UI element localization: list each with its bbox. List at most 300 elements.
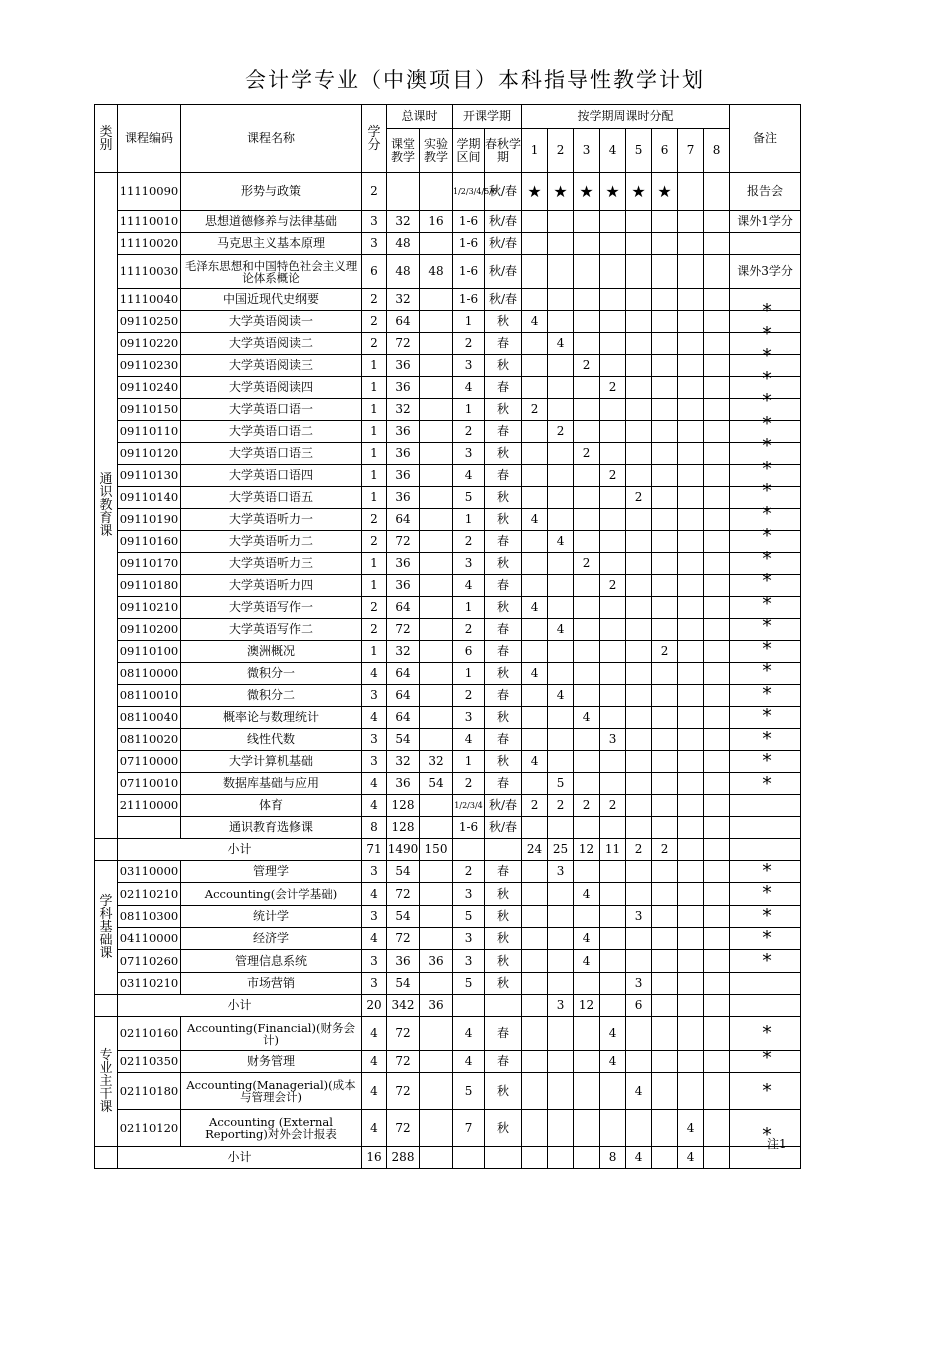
lab-hours (420, 1073, 453, 1110)
weekly-hours-sem-2 (548, 729, 574, 751)
weekly-hours-sem-8 (704, 575, 730, 597)
weekly-hours-sem-2: 2 (548, 795, 574, 817)
lab-hours (420, 597, 453, 619)
term-range: 4 (453, 377, 485, 399)
weekly-hours-sem-2 (548, 928, 574, 950)
course-row (95, 973, 801, 995)
credit: 4 (362, 1110, 387, 1147)
weekly-hours-sem-1 (522, 906, 548, 928)
weekly-hours-sem-3: 4 (574, 707, 600, 729)
course-row (95, 1073, 801, 1110)
weekly-hours-sem-4 (600, 641, 626, 663)
subtotal-sem-1 (522, 1147, 548, 1169)
weekly-hours-sem-8 (704, 509, 730, 531)
weekly-hours-sem-8 (704, 729, 730, 751)
asterisk-mark: * (762, 773, 772, 795)
weekly-hours-sem-3 (574, 487, 600, 509)
weekly-hours-sem-8 (704, 883, 730, 906)
weekly-hours-sem-2: 5 (548, 773, 574, 795)
classroom-hours: 54 (387, 973, 420, 995)
weekly-hours-sem-7 (678, 950, 704, 973)
weekly-hours-sem-3: 4 (574, 928, 600, 950)
term-range: 3 (453, 883, 485, 906)
course-name: 大学英语口语一 (181, 399, 362, 421)
weekly-hours-sem-1 (522, 729, 548, 751)
weekly-hours-sem-5 (626, 597, 652, 619)
season: 秋/春 (485, 255, 522, 289)
credit: 2 (362, 509, 387, 531)
subtotal-sem-6 (652, 995, 678, 1017)
weekly-hours-sem-4 (600, 883, 626, 906)
remark (730, 973, 801, 995)
subtotal-blank (95, 1147, 118, 1169)
weekly-hours-sem-8 (704, 795, 730, 817)
weekly-hours-sem-3: 4 (574, 950, 600, 973)
course-row (95, 355, 801, 377)
weekly-hours-sem-4: 2 (600, 795, 626, 817)
weekly-hours-sem-8 (704, 173, 730, 211)
weekly-hours-sem-3 (574, 685, 600, 707)
asterisk-mark: * (762, 413, 772, 435)
weekly-hours-sem-2 (548, 973, 574, 995)
classroom-hours: 36 (387, 950, 420, 973)
weekly-hours-sem-8 (704, 531, 730, 553)
course-name: 经济学 (181, 928, 362, 950)
subtotal-blank (95, 839, 118, 861)
weekly-hours-sem-1 (522, 950, 548, 973)
weekly-hours-sem-3: 2 (574, 355, 600, 377)
weekly-hours-sem-4: 3 (600, 729, 626, 751)
subtotal-row (95, 839, 801, 861)
credit: 2 (362, 289, 387, 311)
weekly-hours-sem-7 (678, 531, 704, 553)
weekly-hours-sem-1: 2 (522, 399, 548, 421)
weekly-hours-sem-1: 2 (522, 795, 548, 817)
lab-hours: 48 (420, 255, 453, 289)
weekly-hours-sem-5 (626, 255, 652, 289)
weekly-hours-sem-5: 2 (626, 487, 652, 509)
weekly-hours-sem-3: ★ (574, 173, 600, 211)
weekly-hours-sem-2 (548, 751, 574, 773)
course-name: 大学英语阅读一 (181, 311, 362, 333)
weekly-hours-sem-1: 4 (522, 751, 548, 773)
weekly-hours-sem-6 (652, 1110, 678, 1147)
course-name: Accounting(Managerial)(成本与管理会计) (181, 1073, 362, 1110)
course-row (95, 729, 801, 751)
weekly-hours-sem-3 (574, 333, 600, 355)
weekly-hours-sem-2 (548, 950, 574, 973)
weekly-hours-sem-8 (704, 487, 730, 509)
term-range: 2 (453, 421, 485, 443)
weekly-hours-sem-8 (704, 973, 730, 995)
lab-hours: 32 (420, 751, 453, 773)
weekly-hours-sem-7 (678, 773, 704, 795)
weekly-hours-sem-7 (678, 289, 704, 311)
asterisk-mark: * (762, 1022, 772, 1044)
credit: 4 (362, 663, 387, 685)
weekly-hours-sem-1 (522, 641, 548, 663)
subtotal-classroom: 342 (387, 995, 420, 1017)
weekly-hours-sem-1 (522, 928, 548, 950)
credit: 1 (362, 575, 387, 597)
weekly-hours-sem-6 (652, 355, 678, 377)
weekly-hours-sem-8 (704, 950, 730, 973)
weekly-hours-sem-3 (574, 509, 600, 531)
subtotal-sem-7: 4 (678, 1147, 704, 1169)
weekly-hours-sem-5 (626, 663, 652, 685)
subtotal-row (95, 995, 801, 1017)
credit: 4 (362, 883, 387, 906)
lab-hours (420, 421, 453, 443)
weekly-hours-sem-4 (600, 1110, 626, 1147)
weekly-hours-sem-4 (600, 311, 626, 333)
course-row (95, 773, 801, 795)
term-range: 4 (453, 465, 485, 487)
subtotal-sem-2: 3 (548, 995, 574, 1017)
weekly-hours-sem-5 (626, 553, 652, 575)
course-row (95, 751, 801, 773)
classroom-hours: 72 (387, 1017, 420, 1051)
term-range: 1/2/3/4 (453, 795, 485, 817)
header-code: 课程编码 (118, 105, 181, 173)
course-name: 大学英语写作一 (181, 597, 362, 619)
weekly-hours-sem-4 (600, 487, 626, 509)
weekly-hours-sem-2 (548, 883, 574, 906)
weekly-hours-sem-7 (678, 1073, 704, 1110)
subtotal-term (453, 839, 485, 861)
weekly-hours-sem-8 (704, 663, 730, 685)
credit: 1 (362, 553, 387, 575)
weekly-hours-sem-5 (626, 729, 652, 751)
weekly-hours-sem-3 (574, 597, 600, 619)
weekly-hours-sem-6 (652, 465, 678, 487)
term-range: 1-6 (453, 817, 485, 839)
subtotal-sem-4: 8 (600, 1147, 626, 1169)
asterisk-mark: * (762, 728, 772, 750)
weekly-hours-sem-4 (600, 751, 626, 773)
lab-hours (420, 663, 453, 685)
course-code: 09110180 (118, 575, 181, 597)
weekly-hours-sem-6 (652, 1073, 678, 1110)
course-row (95, 443, 801, 465)
weekly-hours-sem-7 (678, 487, 704, 509)
weekly-hours-sem-1 (522, 817, 548, 839)
subtotal-row (95, 1147, 801, 1169)
term-range: 3 (453, 553, 485, 575)
credit: 2 (362, 531, 387, 553)
weekly-hours-sem-3 (574, 751, 600, 773)
classroom-hours: 72 (387, 1073, 420, 1110)
course-name: 大学英语听力二 (181, 531, 362, 553)
lab-hours (420, 377, 453, 399)
weekly-hours-sem-5 (626, 531, 652, 553)
term-range: 1 (453, 509, 485, 531)
weekly-hours-sem-5 (626, 1017, 652, 1051)
weekly-hours-sem-1 (522, 465, 548, 487)
weekly-hours-sem-4 (600, 928, 626, 950)
header-semester-group: 开课学期 (453, 105, 522, 129)
credit: 3 (362, 906, 387, 928)
classroom-hours: 72 (387, 333, 420, 355)
weekly-hours-sem-5 (626, 233, 652, 255)
classroom-hours: 32 (387, 751, 420, 773)
weekly-hours-sem-7 (678, 443, 704, 465)
weekly-hours-sem-3 (574, 399, 600, 421)
weekly-hours-sem-2 (548, 817, 574, 839)
weekly-hours-sem-2 (548, 399, 574, 421)
course-name: 财务管理 (181, 1051, 362, 1073)
weekly-hours-sem-6 (652, 443, 678, 465)
subtotal-classroom: 1490 (387, 839, 420, 861)
weekly-hours-sem-7 (678, 928, 704, 950)
weekly-hours-sem-3 (574, 1051, 600, 1073)
lab-hours (420, 1051, 453, 1073)
lab-hours (420, 355, 453, 377)
credit: 2 (362, 619, 387, 641)
credit: 4 (362, 1051, 387, 1073)
term-range: 2 (453, 531, 485, 553)
weekly-hours-sem-3: 2 (574, 795, 600, 817)
course-code: 02110350 (118, 1051, 181, 1073)
season: 春 (485, 333, 522, 355)
subtotal-term (453, 1147, 485, 1169)
subtotal-lab (420, 1147, 453, 1169)
course-name: 大学英语听力三 (181, 553, 362, 575)
teaching-plan-table (94, 104, 801, 1169)
course-row (95, 795, 801, 817)
asterisk-mark: * (762, 570, 772, 592)
course-code: 11110030 (118, 255, 181, 289)
course-code: 11110090 (118, 173, 181, 211)
weekly-hours-sem-5 (626, 355, 652, 377)
weekly-hours-sem-2 (548, 255, 574, 289)
weekly-hours-sem-4 (600, 443, 626, 465)
credit: 1 (362, 377, 387, 399)
course-row (95, 1110, 801, 1147)
lab-hours (420, 729, 453, 751)
weekly-hours-sem-3 (574, 729, 600, 751)
weekly-hours-sem-4: 4 (600, 1017, 626, 1051)
weekly-hours-sem-7 (678, 233, 704, 255)
asterisk-mark: * (762, 882, 772, 904)
asterisk-mark: * (762, 548, 772, 570)
classroom-hours: 64 (387, 311, 420, 333)
subtotal-sem-3: 12 (574, 995, 600, 1017)
weekly-hours-sem-7 (678, 255, 704, 289)
weekly-hours-sem-7 (678, 663, 704, 685)
term-range: 2 (453, 861, 485, 883)
classroom-hours: 64 (387, 597, 420, 619)
weekly-hours-sem-6 (652, 906, 678, 928)
weekly-hours-sem-4 (600, 950, 626, 973)
credit: 3 (362, 751, 387, 773)
weekly-hours-sem-6 (652, 487, 678, 509)
course-code: 02110160 (118, 1017, 181, 1051)
weekly-hours-sem-5 (626, 443, 652, 465)
weekly-hours-sem-8 (704, 1110, 730, 1147)
classroom-hours: 36 (387, 487, 420, 509)
course-row (95, 465, 801, 487)
term-range: 1 (453, 597, 485, 619)
term-range: 5 (453, 487, 485, 509)
remark: 课外3学分 (730, 255, 801, 289)
weekly-hours-sem-7 (678, 973, 704, 995)
weekly-hours-sem-6 (652, 663, 678, 685)
weekly-hours-sem-6 (652, 795, 678, 817)
course-code: 09110240 (118, 377, 181, 399)
weekly-hours-sem-6 (652, 619, 678, 641)
weekly-hours-sem-8 (704, 751, 730, 773)
course-name: 大学英语阅读四 (181, 377, 362, 399)
subtotal-sem-4 (600, 995, 626, 1017)
weekly-hours-sem-3 (574, 906, 600, 928)
term-range: 2 (453, 773, 485, 795)
weekly-hours-sem-2 (548, 443, 574, 465)
weekly-hours-sem-5 (626, 333, 652, 355)
season: 春 (485, 421, 522, 443)
subtotal-sem-8 (704, 995, 730, 1017)
weekly-hours-sem-7 (678, 575, 704, 597)
category-label: 专业主干课 (95, 1017, 118, 1147)
credit: 4 (362, 1017, 387, 1051)
asterisk-mark: * (762, 860, 772, 882)
weekly-hours-sem-2: ★ (548, 173, 574, 211)
course-code: 09110160 (118, 531, 181, 553)
weekly-hours-sem-8 (704, 928, 730, 950)
weekly-hours-sem-6 (652, 883, 678, 906)
asterisk-mark: * (762, 705, 772, 727)
weekly-hours-sem-6 (652, 289, 678, 311)
weekly-hours-sem-5 (626, 211, 652, 233)
weekly-hours-sem-8 (704, 443, 730, 465)
weekly-hours-sem-4 (600, 553, 626, 575)
term-range: 4 (453, 1051, 485, 1073)
weekly-hours-sem-6 (652, 211, 678, 233)
weekly-hours-sem-7 (678, 641, 704, 663)
course-row (95, 509, 801, 531)
classroom-hours: 72 (387, 619, 420, 641)
weekly-hours-sem-3 (574, 663, 600, 685)
lab-hours: 54 (420, 773, 453, 795)
credit: 3 (362, 973, 387, 995)
weekly-hours-sem-2 (548, 465, 574, 487)
weekly-hours-sem-7: 4 (678, 1110, 704, 1147)
season: 秋 (485, 950, 522, 973)
subtotal-sem-6: 2 (652, 839, 678, 861)
weekly-hours-sem-8 (704, 685, 730, 707)
classroom-hours: 32 (387, 211, 420, 233)
weekly-hours-sem-6 (652, 950, 678, 973)
header-lab: 实验教学 (420, 129, 453, 173)
weekly-hours-sem-2: 4 (548, 619, 574, 641)
header-sem-6: 6 (652, 129, 678, 173)
season: 春 (485, 1017, 522, 1051)
subtotal-remark (730, 839, 801, 861)
course-name: 大学英语阅读二 (181, 333, 362, 355)
weekly-hours-sem-7 (678, 377, 704, 399)
weekly-hours-sem-1 (522, 377, 548, 399)
course-code: 02110210 (118, 883, 181, 906)
classroom-hours: 64 (387, 707, 420, 729)
season: 春 (485, 685, 522, 707)
weekly-hours-sem-1 (522, 487, 548, 509)
term-range: 4 (453, 575, 485, 597)
asterisk-mark: * (762, 458, 772, 480)
weekly-hours-sem-8 (704, 421, 730, 443)
lab-hours (420, 311, 453, 333)
credit: 2 (362, 173, 387, 211)
weekly-hours-sem-2 (548, 355, 574, 377)
course-code: 09110170 (118, 553, 181, 575)
course-code: 09110250 (118, 311, 181, 333)
weekly-hours-sem-5 (626, 751, 652, 773)
subtotal-sem-1: 24 (522, 839, 548, 861)
subtotal-credit: 20 (362, 995, 387, 1017)
season: 秋 (485, 355, 522, 377)
weekly-hours-sem-4: 2 (600, 575, 626, 597)
weekly-hours-sem-8 (704, 233, 730, 255)
weekly-hours-sem-6 (652, 255, 678, 289)
weekly-hours-sem-6 (652, 575, 678, 597)
weekly-hours-sem-5 (626, 707, 652, 729)
course-code: 03110210 (118, 973, 181, 995)
weekly-hours-sem-7 (678, 553, 704, 575)
asterisk-mark: * (762, 1124, 772, 1146)
course-name: 大学计算机基础 (181, 751, 362, 773)
weekly-hours-sem-6: ★ (652, 173, 678, 211)
course-name: 澳洲概况 (181, 641, 362, 663)
season: 春 (485, 1051, 522, 1073)
weekly-hours-sem-3 (574, 861, 600, 883)
course-code: 11110010 (118, 211, 181, 233)
weekly-hours-sem-6 (652, 751, 678, 773)
season: 秋/春 (485, 817, 522, 839)
season: 秋/春 (485, 233, 522, 255)
classroom-hours: 54 (387, 861, 420, 883)
weekly-hours-sem-3: 4 (574, 883, 600, 906)
weekly-hours-sem-3 (574, 377, 600, 399)
term-range: 4 (453, 1017, 485, 1051)
weekly-hours-sem-8 (704, 773, 730, 795)
course-row (95, 883, 801, 906)
season: 秋 (485, 663, 522, 685)
lab-hours (420, 641, 453, 663)
weekly-hours-sem-2 (548, 597, 574, 619)
asterisk-mark: * (762, 1080, 772, 1102)
weekly-hours-sem-1: 4 (522, 509, 548, 531)
weekly-hours-sem-8 (704, 333, 730, 355)
weekly-hours-sem-7 (678, 906, 704, 928)
course-name: 微积分一 (181, 663, 362, 685)
weekly-hours-sem-7 (678, 465, 704, 487)
weekly-hours-sem-1 (522, 553, 548, 575)
credit: 4 (362, 707, 387, 729)
credit: 1 (362, 641, 387, 663)
weekly-hours-sem-2 (548, 663, 574, 685)
term-range: 3 (453, 355, 485, 377)
lab-hours (420, 883, 453, 906)
asterisk-mark: * (762, 615, 772, 637)
weekly-hours-sem-6 (652, 1017, 678, 1051)
lab-hours (420, 399, 453, 421)
weekly-hours-sem-6: 2 (652, 641, 678, 663)
weekly-hours-sem-6 (652, 399, 678, 421)
weekly-hours-sem-3: 2 (574, 443, 600, 465)
lab-hours (420, 233, 453, 255)
credit: 1 (362, 487, 387, 509)
classroom-hours: 128 (387, 817, 420, 839)
weekly-hours-sem-6 (652, 377, 678, 399)
